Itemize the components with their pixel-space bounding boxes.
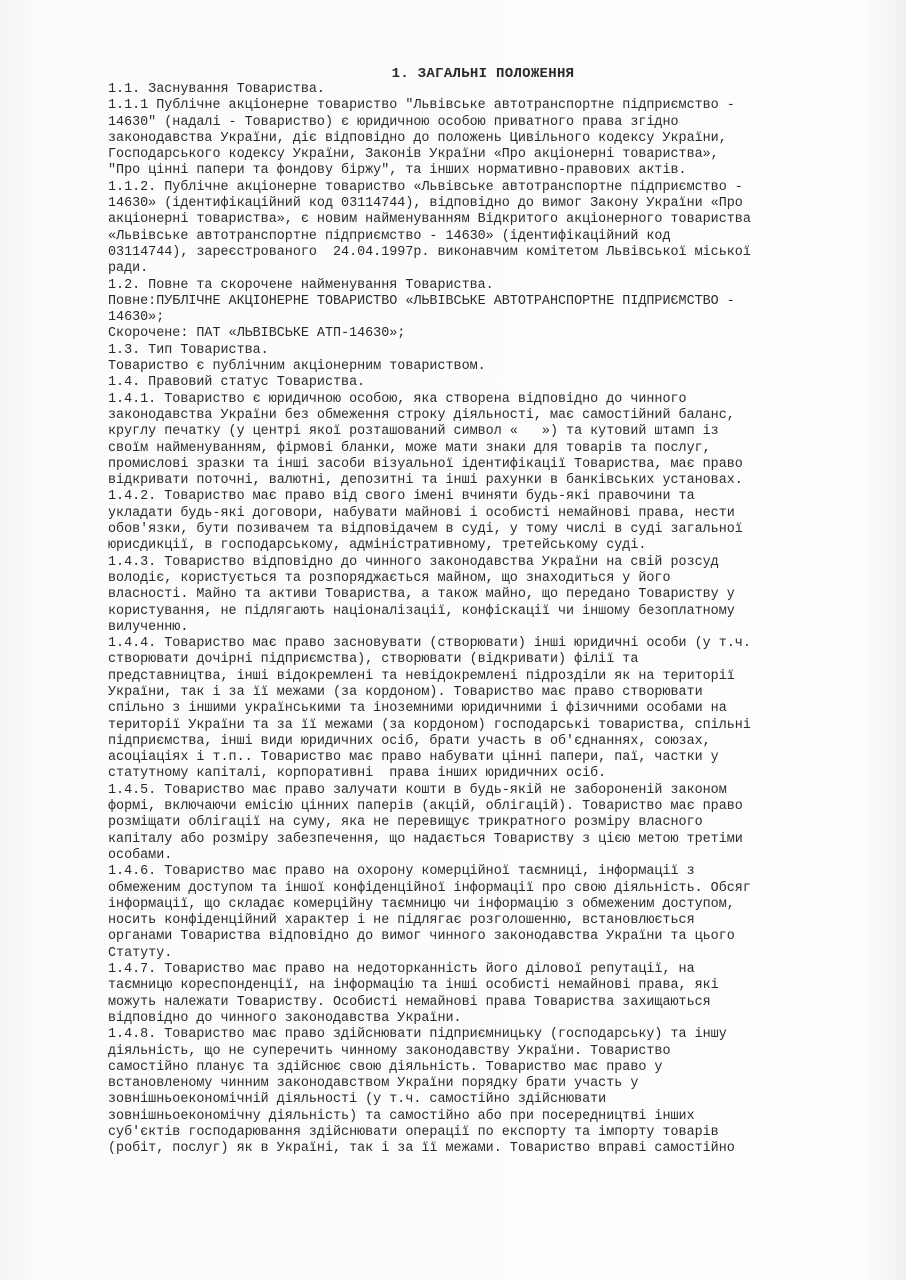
text-line: користування, не підлягають націоналізації, конфіскації чи іншому безоплатному xyxy=(108,603,735,619)
text-line: "Про цінні папери та фондову біржу", та інших нормативно-правових актів. xyxy=(108,163,687,179)
text-line: законодавства України без обмеження строку діяльності, має самостійний баланс, xyxy=(108,407,735,423)
text-line: Товариство є публічним акціонерним товариством. xyxy=(108,359,486,375)
text-line: підприємства, інші види юридичних осіб, брати участь в об'єднаннях, союзах, xyxy=(108,733,711,749)
text-line: юрисдикції, в господарському, адміністративному, третейському суді. xyxy=(108,538,647,554)
text-line: формі, включаючи емісію цінних паперів (акцій, облігацій). Товариство має право xyxy=(108,799,743,815)
text-line: своїм найменуванням, фірмові бланки, може мати знаки для товарів та послуг, xyxy=(108,440,711,456)
text-line: асоціаціях і т.п.. Товариство має право набувати цінні папери, паї, частки у xyxy=(108,750,719,766)
text-line: 14630" (надалі - Товариство) є юридичною особою приватного права згідно xyxy=(108,114,679,130)
text-line: органами Товариства відповідно до вимог чинного законодавства України та цього xyxy=(108,929,735,945)
text-line: суб'єктів господарювання здійснювати операції по експорту та імпорту товарів xyxy=(108,1125,719,1140)
text-line: 1.4.4. Товариство має право засновувати (створювати) інші юридичні особи (у т.ч. xyxy=(108,636,751,652)
text-line: 03114744), зареєстрованого 24.04.1997р. виконавчим комітетом Львівської міської xyxy=(108,244,751,260)
text-line: Повне:ПУБЛІЧНЕ АКЦІОНЕРНЕ ТОВАРИСТВО «ЛЬВІВСЬКЕ АВТОТРАНСПОРТНЕ ПІДПРИЄМСТВО - xyxy=(108,293,735,309)
text-line: обов'язки, бути позивачем та відповідачем в суді, у тому числі в суді загальної xyxy=(108,522,743,538)
text-line: ради. xyxy=(108,261,149,277)
text-line: носить конфіденційний характер і не підлягає розголошенню, встановлюється xyxy=(108,913,695,929)
text-line: 1.4.7. Товариство має право на недоторканність його ділової репутації, на xyxy=(108,962,695,978)
text-line: Господарського кодексу України, Законів України «Про акціонерні товариства», xyxy=(108,147,719,163)
text-line: 14630» (ідентифікаційний код 03114744), відповідно до вимог Закону України «Про xyxy=(108,196,743,212)
text-line: 1.1. Заснування Товариства. xyxy=(108,82,325,97)
text-line: відкривати поточні, валютні, депозитні та інші рахунки в банківських установах. xyxy=(108,473,743,489)
text-line: відповідно до чинного законодавства України. xyxy=(108,1010,462,1026)
document-body xyxy=(108,82,848,1158)
text-line: акціонерні товариства», є новим найменуванням Відкритого акціонерного товариства xyxy=(108,212,751,228)
text-line: самостійно планує та здійснює свою діяльність. Товариство має право у xyxy=(108,1059,663,1075)
text-line: створювати дочірні підприємства), створювати (відкривати) філії та xyxy=(108,652,639,668)
text-line: «Львівське автотранспортне підприємство - 14630» (ідентифікаційний код xyxy=(108,228,671,244)
text-line: укладати будь-які договори, набувати майнові і особисті немайнові права, нести xyxy=(108,505,735,521)
text-line: капіталу або розміру забезпечення, що надається Товариству з цією метою третіми xyxy=(108,831,743,847)
text-line: 14630»; xyxy=(108,310,165,326)
text-line: 1.2. Повне та скорочене найменування Товариства. xyxy=(108,277,494,293)
text-line: зовнішньоекономічну діяльність) та самостійно або при посередництві інших xyxy=(108,1108,695,1124)
text-line: представництва, інші відокремлені та невідокремлені підрозділи як на території xyxy=(108,668,735,684)
text-line: Статуту. xyxy=(108,945,173,961)
text-line: зовнішньоекономічній діяльності (у т.ч. самостійно здійснювати xyxy=(108,1092,607,1108)
text-line: 1.1.2. Публічне акціонерне товариство «Львівське автотранспортне підприємство - xyxy=(108,179,743,195)
text-line: обмеженим доступом та іншої конфіденційної інформації про свою діяльність. Обсяг xyxy=(108,880,751,896)
text-line: круглу печатку (у центрі якої розташований символ « ») та кутовий штамп із xyxy=(108,424,719,440)
text-line: (робіт, послуг) як в Україні, так і за її межами. Товариство вправі самостійно xyxy=(108,1141,735,1157)
text-line: 1.4.1. Товариство є юридичною особою, яка створена відповідно до чинного xyxy=(108,391,687,407)
text-line: промислові зразки та інші засоби візуальної ідентифікації Товариства, має право xyxy=(108,456,743,472)
text-line: розміщати облігації на суму, яка не перевищує трикратного розміру власного xyxy=(108,815,703,831)
text-line: особами. xyxy=(108,847,173,863)
text-line: встановленому чинним законодавством України порядку брати участь у xyxy=(108,1076,639,1092)
text-line: спільно з іншими українськими та іноземними юридичними і фізичними особами на xyxy=(108,701,727,717)
text-line: 1.4.8. Товариство має право здійснювати підприємницьку (господарську) та іншу xyxy=(108,1027,727,1043)
text-line: вилученню. xyxy=(108,619,189,635)
text-line: Скорочене: ПАТ «ЛЬВІВСЬКЕ АТП-14630»; xyxy=(108,326,406,342)
text-line: інформації, що складає комерційну таємницю чи інформацію з обмеженим доступом, xyxy=(108,896,735,912)
text-line: володіє, користується та розпоряджається майном, що знаходиться у його xyxy=(108,570,671,586)
text-line: України, так і за її межами (за кордоном). Товариство має право створювати xyxy=(108,684,703,700)
text-line: 1.4.5. Товариство має право залучати кошти в будь-якій не забороненій законом xyxy=(108,782,727,798)
text-line: таємницю кореспонденції, на інформацію та інші особисті немайнові права, які xyxy=(108,978,719,994)
text-line: 1.4.2. Товариство має право від свого імені вчиняти будь-які правочини та xyxy=(108,489,695,505)
text-line: діяльність, що не суперечить чинному законодавству України. Товариство xyxy=(108,1043,671,1059)
text-line: 1.4.3. Товариство відповідно до чинного законодавства України на свій розсуд xyxy=(108,554,719,570)
text-line: 1.4. Правовий статус Товариства. xyxy=(108,375,366,391)
text-line: 1.4.6. Товариство має право на охорону комерційної таємниці, інформації з xyxy=(108,864,695,880)
text-line: статутному капіталі, корпоративні права інших юридичних осіб. xyxy=(108,766,607,782)
section-title: 1. ЗАГАЛЬНІ ПОЛОЖЕННЯ xyxy=(391,66,575,82)
text-line: власності. Майно та активи Товариства, а також майно, що передано Товариству у xyxy=(108,587,735,603)
text-line: законодавства України, діє відповідно до положень Цивільного кодексу України, xyxy=(108,130,727,146)
text-line: території України та за її межами (за кордоном) господарські товариства, спільні xyxy=(108,717,751,733)
text-line: можуть належати Товариству. Особисті немайнові права Товариства захищаються xyxy=(108,994,711,1010)
text-line: 1.3. Тип Товариства. xyxy=(108,342,269,358)
text-line: 1.1.1 Публічне акціонерне товариство "Львівське автотранспортне підприємство - xyxy=(108,98,735,114)
